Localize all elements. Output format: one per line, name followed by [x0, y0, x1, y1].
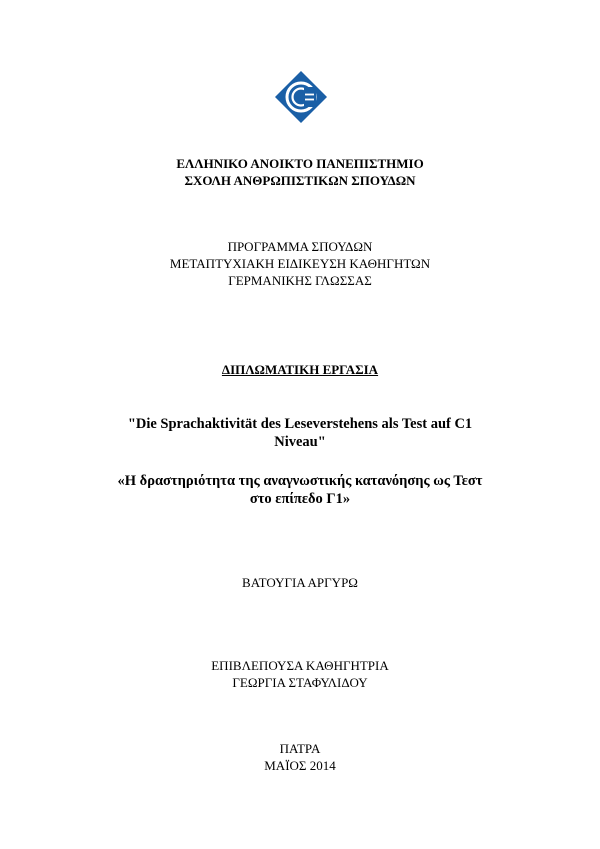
city: ΠΑΤΡΑ — [279, 741, 321, 756]
title-greek — [0, 472, 600, 508]
program-info — [0, 238, 600, 289]
author-block — [0, 574, 600, 591]
supervisor-name: ΓΕΩΡΓΙΑ ΣΤΑΦΥΛΙΔΟΥ — [232, 675, 368, 690]
university-name: ΕΛΛΗΝΙΚΟ ΑΝΟΙΚΤΟ ΠΑΝΕΠΙΣΤΗΜΙΟ — [176, 156, 424, 171]
title-german — [0, 415, 600, 451]
title-german-line-2: Niveau" — [274, 434, 326, 450]
program-line-2: ΜΕΤΑΠΤΥΧΙΑΚΗ ΕΙΔΙΚΕΥΣΗ ΚΑΘΗΓΗΤΩΝ — [169, 256, 431, 271]
date: ΜΑΪΟΣ 2014 — [264, 758, 336, 773]
author-name: ΒΑΤΟΥΓΙΑ ΑΡΓΥΡΩ — [242, 575, 358, 590]
title-greek-line-2: στο επίπεδο Γ1» — [249, 491, 351, 507]
supervisor-role: ΕΠΙΒΛΕΠΟΥΣΑ ΚΑΘΗΓΗΤΡΙΑ — [211, 658, 389, 673]
university-emblem-icon — [274, 70, 328, 124]
institution-header — [0, 155, 600, 189]
program-line-3: ΓΕΡΜΑΝΙΚΗΣ ΓΛΩΣΣΑΣ — [228, 273, 372, 288]
title-german-line-1: "Die Sprachaktivität des Leseverstehens als Test auf C1 — [127, 416, 473, 432]
thesis-label-block — [0, 361, 600, 378]
supervisor-block — [0, 657, 600, 691]
place-date-block — [0, 740, 600, 774]
school-name: ΣΧΟΛΗ ΑΝΘΡΩΠΙΣΤΙΚΩΝ ΣΠΟΥΔΩΝ — [184, 173, 416, 188]
title-greek-line-1: «Η δραστηριότητα της αναγνωστικής κατανόησης ως Τεστ — [117, 473, 483, 489]
thesis-label: ΔΙΠΛΩΜΑΤΙΚΗ ΕΡΓΑΣΙΑ — [221, 362, 379, 377]
program-line-1: ΠΡΟΓΡΑΜΜΑ ΣΠΟΥΔΩΝ — [227, 239, 373, 254]
